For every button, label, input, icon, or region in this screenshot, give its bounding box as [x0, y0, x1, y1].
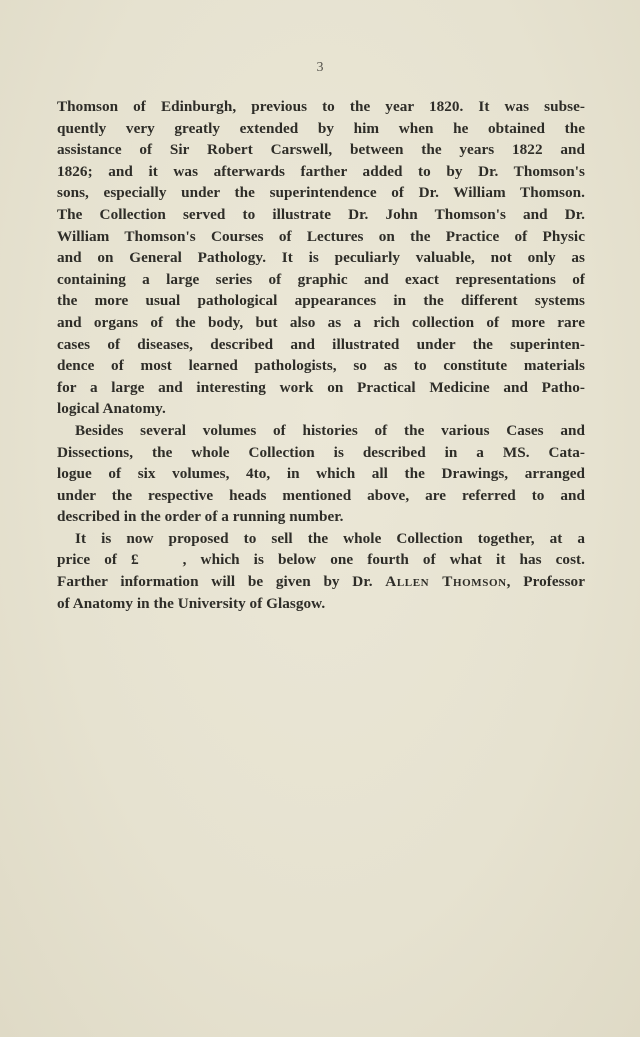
text-line: logical Anatomy.	[57, 400, 166, 418]
text-line: of Anatomy in the University of Glasgow.	[57, 594, 326, 612]
professor-name: Allen Thomson	[385, 573, 507, 591]
text-line: William Thomson's Courses of Lectures on the Practice of Physic	[57, 227, 585, 245]
text-line: logue of six volumes, 4to, in which all the Drawings, arranged	[57, 465, 585, 483]
page-number: 3	[316, 60, 324, 75]
text-line: and on General Pathology. It is peculiarly valuable, not only as	[57, 249, 585, 267]
text-line: sons, especially under the superintendence of Dr. William Thomson.	[57, 184, 585, 202]
text-line	[57, 571, 585, 593]
price-text: price of £	[57, 551, 139, 569]
body-text	[57, 96, 585, 614]
text-line	[57, 549, 585, 571]
text-line: under the respective heads mentioned above, are referred to and	[57, 486, 585, 504]
paragraph-1	[57, 96, 585, 420]
paragraph-3	[57, 528, 585, 614]
text-line: the more usual pathological appearances in the different systems	[57, 292, 585, 310]
text-line: described in the order of a running number.	[57, 508, 344, 526]
text-line: containing a large series of graphic and exact representations of	[57, 270, 585, 288]
contact-text-rest: , Professor	[506, 573, 585, 591]
text-line: quently very greatly extended by him when he obtained the	[57, 119, 585, 137]
text-line: and organs of the body, but also as a rich collection of more rare	[57, 313, 585, 331]
text-line: dence of most learned pathologists, so as to constitute materials	[57, 357, 585, 375]
text-line: for a large and interesting work on Practical Medicine and Patho-	[57, 378, 585, 396]
price-text-rest: , which is below one fourth of what it has cost.	[182, 551, 585, 569]
contact-text: Farther information will be given by Dr.	[57, 573, 386, 591]
text-line: 1826; and it was afterwards farther added to by Dr. Thomson's	[57, 162, 585, 180]
text-line: It is now proposed to sell the whole Collection together, at a	[75, 529, 585, 547]
text-line: Dissections, the whole Collection is described in a MS. Cata-	[57, 443, 585, 461]
text-line: The Collection served to illustrate Dr. John Thomson's and Dr.	[57, 205, 585, 223]
text-line: assistance of Sir Robert Carswell, between the years 1822 and	[57, 141, 585, 159]
text-line: Besides several volumes of histories of the various Cases and	[75, 421, 585, 439]
paragraph-2	[57, 420, 585, 528]
text-line: cases of diseases, described and illustrated under the superinten-	[57, 335, 585, 353]
text-line: Thomson of Edinburgh, previous to the year 1820. It was subse-	[57, 98, 585, 115]
